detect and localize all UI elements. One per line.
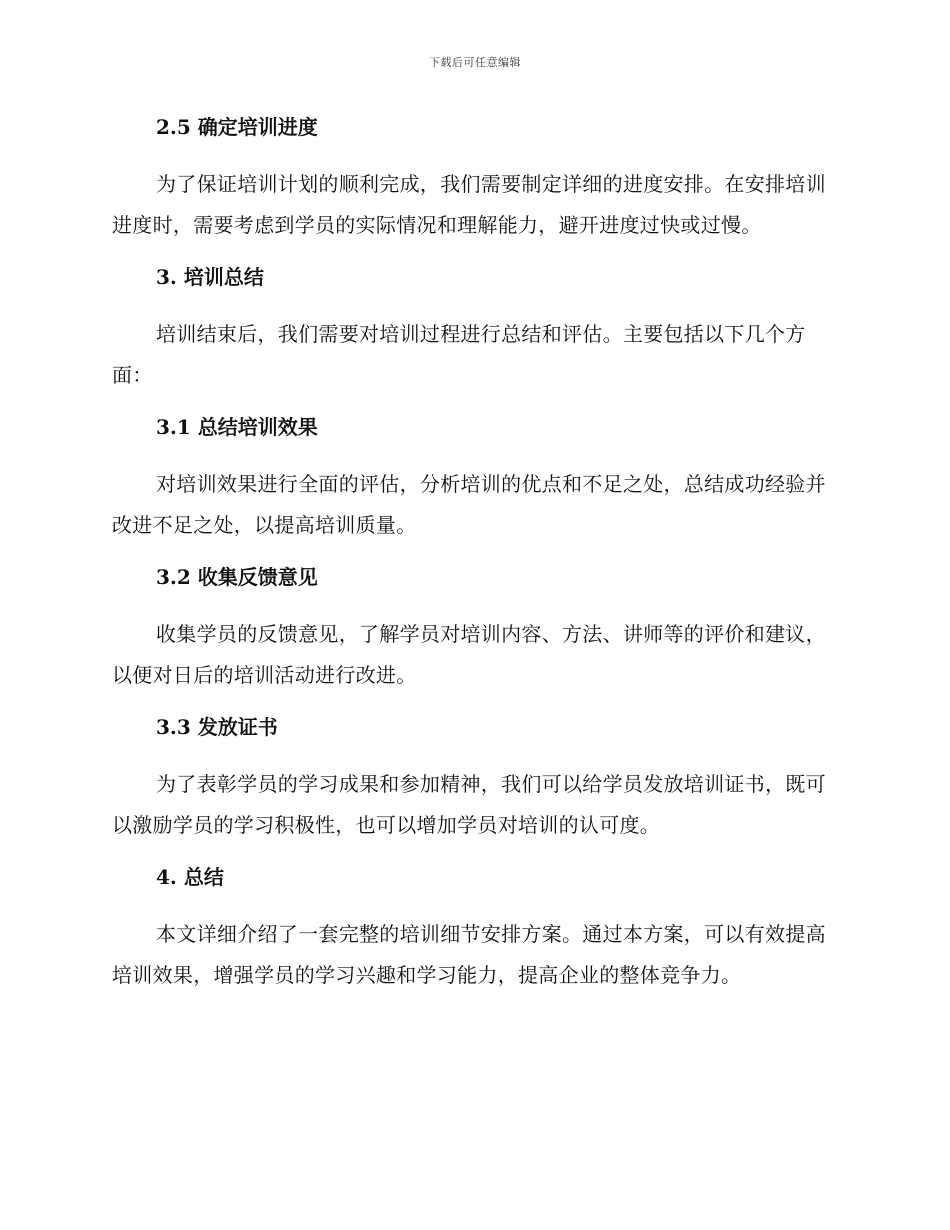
- document-body: [112, 110, 837, 996]
- section-2-5: [112, 110, 837, 260]
- section-heading: 3.1 总结培训效果: [156, 415, 318, 439]
- section-heading: 4. 总结: [156, 865, 224, 889]
- section-3-2: [112, 560, 837, 710]
- section-paragraph: 对培训效果进行全面的评估，分析培训的优点和不足之处，总结成功经验并改进不足之处，以提高培训质量。: [112, 472, 826, 537]
- section-heading: 3. 培训总结: [156, 265, 264, 289]
- section-heading: 3.3 发放证书: [156, 715, 278, 739]
- section-heading: 3.2 收集反馈意见: [156, 565, 318, 589]
- section-4: [112, 860, 837, 996]
- section-paragraph: 本文详细介绍了一套完整的培训细节安排方案。通过本方案，可以有效提高培训效果，增强学员的学习兴趣和学习能力，提高企业的整体竞争力。: [112, 922, 826, 987]
- section-paragraph: 为了表彰学员的学习成果和参加精神，我们可以给学员发放培训证书，既可以激励学员的学习积极性，也可以增加学员对培训的认可度。: [112, 772, 826, 837]
- section-paragraph: 收集学员的反馈意见，了解学员对培训内容、方法、讲师等的评价和建议，以便对日后的培训活动进行改进。: [112, 622, 826, 687]
- section-3-3: [112, 710, 837, 860]
- section-paragraph: 为了保证培训计划的顺利完成，我们需要制定详细的进度安排。在安排培训进度时，需要考虑到学员的实际情况和理解能力，避开进度过快或过慢。: [112, 172, 826, 237]
- section-3: [112, 260, 837, 410]
- section-heading: 2.5 确定培训进度: [156, 115, 318, 139]
- section-3-1: [112, 410, 837, 560]
- page-header: 下载后可任意编辑: [429, 56, 521, 69]
- section-paragraph: 培训结束后，我们需要对培训过程进行总结和评估。主要包括以下几个方面：: [112, 322, 806, 387]
